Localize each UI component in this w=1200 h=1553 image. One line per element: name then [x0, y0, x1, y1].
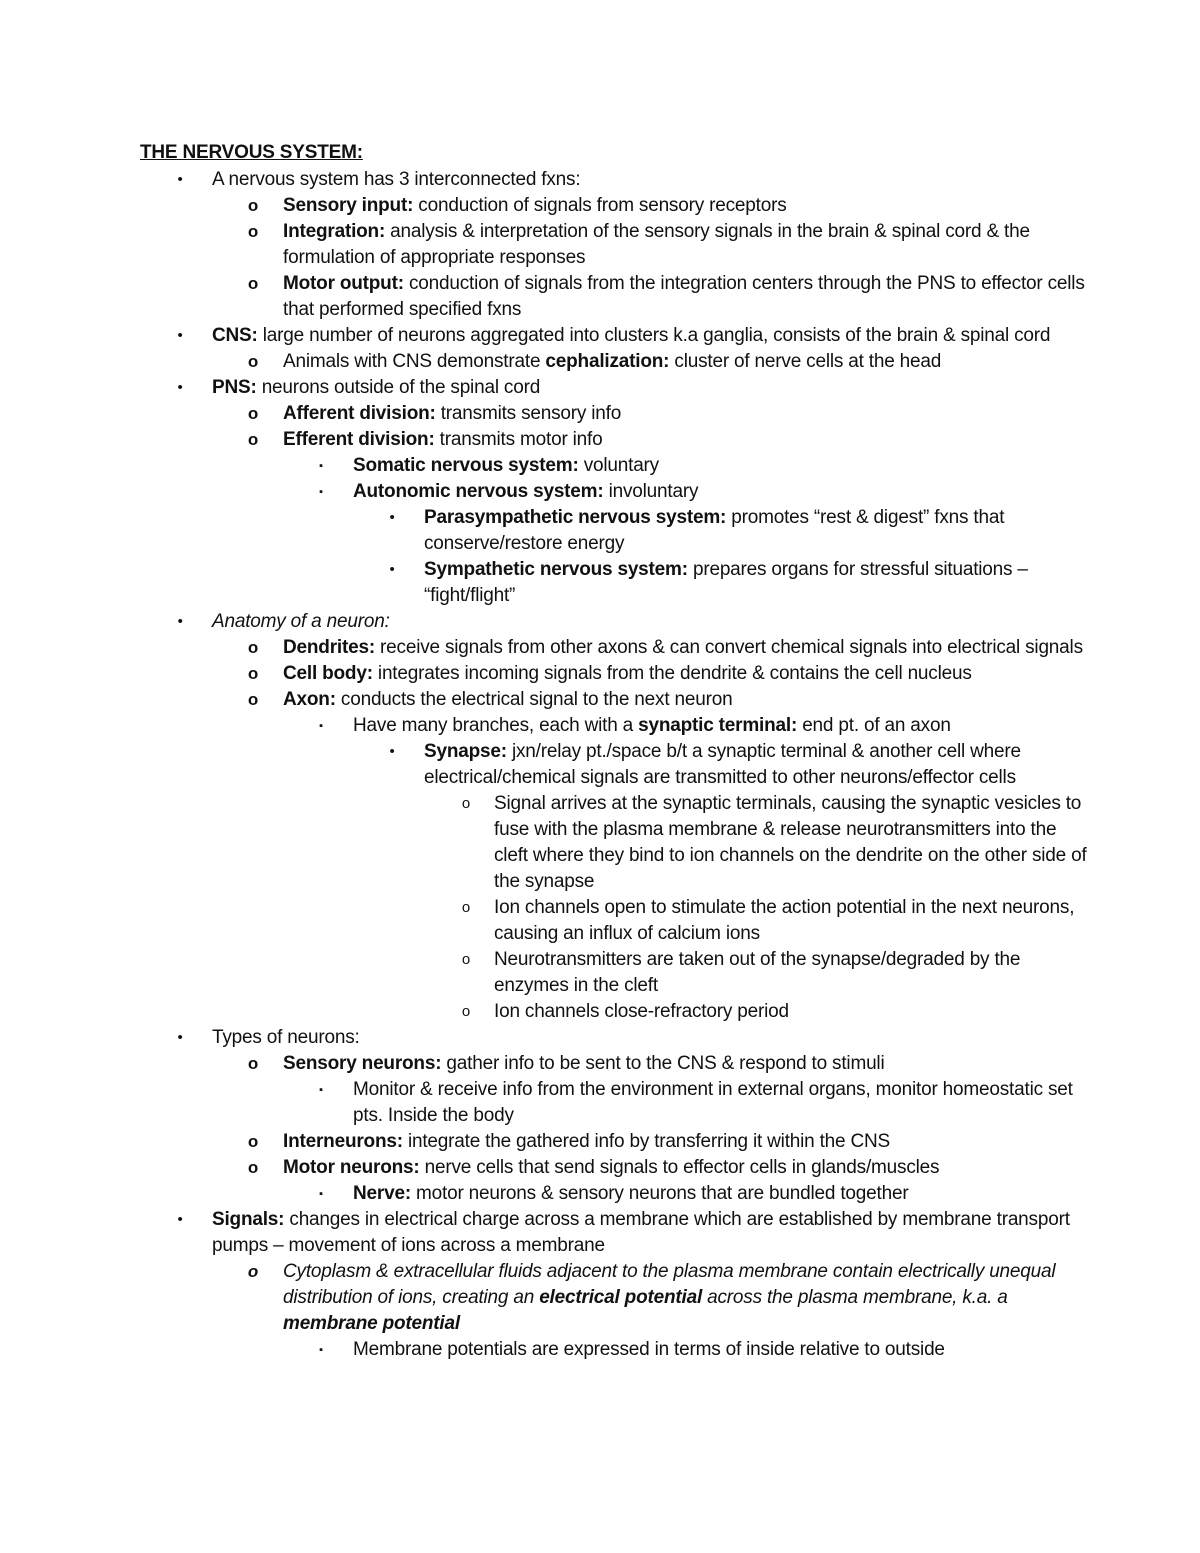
o-bullet: o	[247, 1054, 259, 1073]
list-item-continuation: cleft where they bind to ion channels on the dendrite on the other side of	[494, 845, 1087, 866]
list-item: Monitor & receive info from the environment in external organs, monitor homeostatic set	[353, 1079, 1073, 1100]
list-item	[353, 453, 659, 479]
list-item	[283, 661, 972, 687]
item-term: Motor neurons:	[283, 1157, 420, 1178]
item-text: Have many branches, each with a	[353, 715, 639, 736]
item-text: changes in electrical charge across a membrane which are established by membrane transport	[284, 1209, 1070, 1230]
list-item	[283, 193, 787, 219]
item-text: conduction of signals from sensory receptors	[413, 195, 787, 216]
list-item-continuation	[283, 1285, 1008, 1311]
square-bullet: ▪	[319, 1084, 323, 1096]
page-title: THE NERVOUS SYSTEM:	[140, 142, 363, 163]
square-bullet: ▪	[319, 1188, 323, 1200]
item-term: Parasympathetic nervous system:	[424, 507, 727, 528]
list-item	[424, 739, 1021, 765]
item-term: Autonomic nervous system:	[353, 481, 604, 502]
o-bullet: o	[461, 951, 471, 968]
list-item	[283, 427, 603, 453]
list-item-continuation: formulation of appropriate responses	[283, 247, 586, 268]
square-bullet: ▪	[319, 486, 323, 498]
item-text: prepares organs for stressful situations –	[687, 559, 1028, 580]
list-item-continuation: “fight/flight”	[424, 585, 516, 606]
item-text: Animals with CNS demonstrate	[283, 351, 546, 372]
item-text: conducts the electrical signal to the next neuron	[335, 689, 733, 710]
item-text: analysis & interpretation of the sensory signals in the brain & spinal cord & the	[385, 221, 1030, 242]
item-term: synaptic terminal:	[638, 715, 798, 736]
item-term: Signals:	[212, 1209, 285, 1230]
item-term: cephalization:	[545, 351, 670, 372]
o-bullet: o	[247, 196, 259, 215]
list-item-continuation: the synapse	[494, 871, 595, 892]
item-term: Efferent division:	[283, 429, 435, 450]
item-text: jxn/relay pt./space b/t a synaptic terminal & another cell where	[506, 741, 1021, 762]
list-item: Signal arrives at the synaptic terminals, causing the synaptic vesicles to	[494, 793, 1082, 814]
item-text: conduction of signals from the integration centers through the PNS to effector cells	[403, 273, 1085, 294]
list-item: Membrane potentials are expressed in terms of inside relative to outside	[353, 1339, 945, 1360]
o-bullet: o	[247, 1132, 259, 1151]
o-bullet: o	[247, 404, 259, 423]
list-item	[353, 713, 951, 739]
item-text: distribution of ions, creating an	[283, 1287, 540, 1308]
list-item-continuation: that performed specified fxns	[283, 299, 522, 320]
o-bullet: o	[247, 430, 259, 449]
square-bullet: ▪	[319, 1344, 323, 1356]
item-term: Synapse:	[424, 741, 507, 762]
disc-bullet: •	[177, 171, 183, 188]
list-item	[283, 1051, 884, 1077]
item-text: integrates incoming signals from the dendrite & contains the cell nucleus	[372, 663, 972, 684]
list-item: Types of neurons:	[212, 1027, 360, 1048]
disc-bullet: •	[389, 561, 395, 578]
disc-bullet: •	[177, 1211, 183, 1228]
item-text: receive signals from other axons & can convert chemical signals into electrical signals	[374, 637, 1083, 658]
item-term: Motor output:	[283, 273, 404, 294]
square-bullet: ▪	[319, 460, 323, 472]
item-term: Dendrites:	[283, 637, 375, 658]
o-bullet: o	[247, 638, 259, 657]
item-text: end pt. of an axon	[797, 715, 951, 736]
list-item: Anatomy of a neuron:	[212, 611, 390, 632]
list-item	[283, 401, 621, 427]
item-term: electrical potential	[539, 1287, 703, 1308]
item-term: Sensory input:	[283, 195, 414, 216]
list-item	[283, 1155, 939, 1181]
item-term: PNS:	[212, 377, 257, 398]
item-term: Afferent division:	[283, 403, 436, 424]
o-bullet: o	[461, 899, 471, 916]
list-item	[353, 1181, 908, 1207]
item-term: Interneurons:	[283, 1131, 403, 1152]
list-item	[283, 687, 732, 713]
list-item	[283, 1129, 890, 1155]
square-bullet: ▪	[319, 720, 323, 732]
list-item: Neurotransmitters are taken out of the synapse/degraded by the	[494, 949, 1021, 970]
list-item	[212, 375, 540, 401]
list-item-continuation: causing an influx of calcium ions	[494, 923, 760, 944]
list-item: Ion channels close-refractory period	[494, 1001, 789, 1022]
item-term: Somatic nervous system:	[353, 455, 579, 476]
item-text: gather info to be sent to the CNS & respond to stimuli	[441, 1053, 885, 1074]
list-item	[283, 271, 1085, 297]
list-item	[424, 557, 1028, 583]
item-text: voluntary	[578, 455, 659, 476]
o-bullet: o	[247, 664, 259, 683]
list-item	[212, 167, 580, 193]
item-text: transmits sensory info	[435, 403, 622, 424]
item-text: motor neurons & sensory neurons that are bundled together	[410, 1183, 909, 1204]
list-item	[353, 479, 698, 505]
item-term: Nerve:	[353, 1183, 411, 1204]
item-term: Sensory neurons:	[283, 1053, 442, 1074]
list-item	[212, 1207, 1070, 1233]
disc-bullet: •	[389, 743, 395, 760]
disc-bullet: •	[177, 1029, 183, 1046]
item-term: Axon:	[283, 689, 336, 710]
disc-bullet: •	[177, 327, 183, 344]
item-text: nerve cells that send signals to effector cells in glands/muscles	[419, 1157, 940, 1178]
list-item-continuation: enzymes in the cleft	[494, 975, 658, 996]
list-item	[283, 635, 1083, 661]
o-bullet: o	[247, 1158, 259, 1177]
o-bullet: o	[247, 222, 259, 241]
list-item-continuation: pumps – movement of ions across a membrane	[212, 1235, 605, 1256]
disc-bullet: •	[177, 379, 183, 396]
list-item-continuation: membrane potential	[283, 1313, 460, 1334]
o-bullet: o	[247, 1262, 259, 1281]
item-text: cluster of nerve cells at the head	[669, 351, 942, 372]
item-text: A nervous system has 3 interconnected fxns:	[212, 169, 581, 190]
item-text: involuntary	[603, 481, 699, 502]
item-term: Cell body:	[283, 663, 373, 684]
item-text: neurons outside of the spinal cord	[256, 377, 541, 398]
o-bullet: o	[247, 690, 259, 709]
item-text: promotes “rest & digest” fxns that	[726, 507, 1005, 528]
item-term: Sympathetic nervous system:	[424, 559, 688, 580]
list-item	[283, 219, 1030, 245]
item-term: CNS:	[212, 325, 258, 346]
item-text: large number of neurons aggregated into clusters k.a ganglia, consists of the brain & spinal cord	[257, 325, 1051, 346]
list-item: Cytoplasm & extracellular fluids adjacent to the plasma membrane contain electrically unequal	[283, 1261, 1056, 1282]
item-text: transmits motor info	[434, 429, 603, 450]
list-item-continuation: fuse with the plasma membrane & release neurotransmitters into the	[494, 819, 1057, 840]
o-bullet: o	[461, 795, 471, 812]
o-bullet: o	[247, 352, 259, 371]
item-term: Integration:	[283, 221, 386, 242]
list-item: Ion channels open to stimulate the action potential in the next neurons,	[494, 897, 1075, 918]
disc-bullet: •	[177, 613, 183, 630]
list-item-continuation: conserve/restore energy	[424, 533, 625, 554]
o-bullet: o	[247, 274, 259, 293]
list-item	[212, 323, 1050, 349]
list-item-continuation: pts. Inside the body	[353, 1105, 514, 1126]
item-text: across the plasma membrane, k.a. a	[702, 1287, 1008, 1308]
o-bullet: o	[461, 1003, 471, 1020]
list-item	[283, 349, 941, 375]
item-text: integrate the gathered info by transferring it within the CNS	[402, 1131, 891, 1152]
disc-bullet: •	[389, 509, 395, 526]
list-item-continuation: electrical/chemical signals are transmitted to other neurons/effector cells	[424, 767, 1016, 788]
list-item	[424, 505, 1004, 531]
